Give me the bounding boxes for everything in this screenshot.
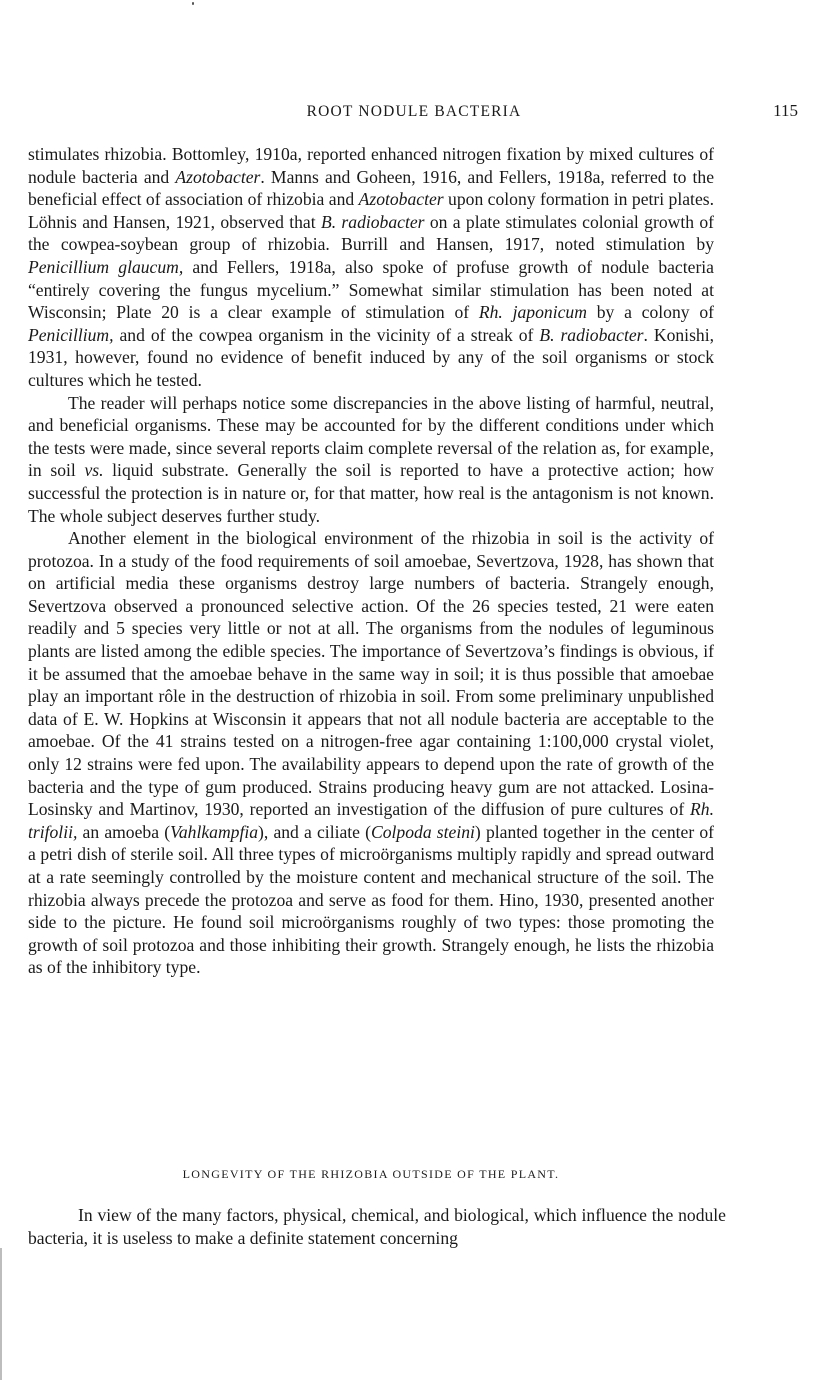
text-run: . Konishi, 1931, however, found no evidence of benefit induced by any of the soil organisms or stock cultures which he tested. xyxy=(28,324,714,390)
section-heading: LONGEVITY OF THE RHIZOBIA OUTSIDE OF THE PLANT. xyxy=(182,1167,560,1181)
section-paragraph: In view of the many factors, physical, chemical, and biological, which influence the nodule bacteria, it is useless to make a definite statement concerning xyxy=(28,1205,726,1248)
page-number: 115 xyxy=(773,101,798,120)
text-run: liquid substrate. Generally the soil is reported to have a protective action; how successful the protection is in nature or, for that matter, how real is the antagonism is not known. The whole subject deserves further study. xyxy=(28,460,714,526)
text-run: an amoeba ( xyxy=(77,821,171,842)
body-paragraph xyxy=(28,392,714,528)
italic-text: Vahlkampfia xyxy=(170,821,259,842)
italic-text: Azotobacter xyxy=(175,166,261,187)
body-text xyxy=(28,143,714,979)
italic-text: Rh. trifolii, xyxy=(28,799,714,842)
italic-text: Colpoda steini xyxy=(371,821,475,842)
scan-edge-mark xyxy=(0,1248,2,1380)
text-run: by a colony of xyxy=(586,302,714,323)
scan-speck xyxy=(192,2,194,5)
italic-text: Penicillium, xyxy=(28,324,114,345)
section-body xyxy=(28,1204,726,1249)
text-run: and of the cowpea organism in the vicinity of a streak of xyxy=(113,324,540,345)
body-paragraph xyxy=(28,143,714,392)
text-run: ) planted together in the center of a petri dish of sterile soil. All three types of microörganisms multiply rapidly and spread outward at a rate seemingly controlled by the moisture content and mechanical structure of the soil. The rhizobia always precede the protozoa and serve as food for them. Hino, 1930, presented another side to the picture. He found soil microörganisms roughly of two types: those promoting the growth of soil protozoa and those inhibiting their growth. Strangely enough, he lists the rhizobia as of the inhibitory type. xyxy=(28,821,715,978)
italic-text: Rh. japonicum xyxy=(478,302,587,323)
italic-text: Azotobacter xyxy=(358,189,444,210)
text-run: upon colony formation in petri plates. Löhnis and Hansen, 1921, observed that xyxy=(28,189,714,232)
running-title: ROOT NODULE BACTERIA xyxy=(306,103,522,120)
italic-text: B. radiobacter xyxy=(539,324,644,345)
text-run: ), and a ciliate ( xyxy=(258,821,372,842)
text-run: stimulates rhizobia. Bottomley, 1910a, reported enhanced nitrogen fixation by mixed cultures of nodule bacteria and xyxy=(28,144,714,187)
text-run: . Manns and Goheen, 1916, and Fellers, 1918a, referred to the beneficial effect of association of rhizobia and xyxy=(28,166,715,210)
italic-text: B. radiobacter xyxy=(320,211,425,232)
text-run: The reader will perhaps notice some discrepancies in the above listing of harmful, neutral, and beneficial organisms. These may be accounted for by the different conditions under which the tests were made, since several reports claim complete reversal of the relation as, for example, in soil xyxy=(28,392,714,481)
body-paragraph xyxy=(28,527,714,979)
italic-text: Penicillium glaucum, xyxy=(28,256,184,277)
text-run: and Fellers, 1918a, also spoke of profuse growth of nodule bacteria “entirely covering the fungus mycelium.” Somewhat similar stimulation has been noted at Wisconsin; Plate 20 is a clear example of stimulation of xyxy=(28,256,714,323)
running-header xyxy=(30,103,798,127)
text-run: Another element in the biological environment of the rhizobia in soil is the activity of protozoa. In a study of the food requirements of soil amoebae, Severtzova, 1928, has shown that on artificial media these organisms destroy large numbers of bacteria. Strangely enough, Severtzova observed a pronounced selective action. Of the 26 species tested, 21 were eaten readily and 5 species very little or not at all. The organisms from the nodules of leguminous plants are listed among the edible species. The importance of Severtzova’s findings is obvious, if it be assumed that the amoebae behave in the same way in soil; it is thus possible that amoebae play an important rôle in the destruction of rhizobia in soil. From some preliminary unpublished data of E. W. Hopkins at Wisconsin it appears that not all nodule bacteria are acceptable to the amoebae. Of the 41 strains tested on a nitrogen-free agar containing 1:100,000 crystal violet, only 12 strains were fed upon. The availability appears to depend upon the rate of growth of the bacteria and the type of gum produced. Strains producing heavy gum are not attacked. Losina-Losinsky and Martinov, 1930, reported an investigation of the diffusion of pure cultures of xyxy=(28,528,714,820)
text-run: on a plate stimulates colonial growth of the cowpea-soybean group of rhizobia. Burrill and Hansen, 1917, noted stimulation by xyxy=(28,211,714,255)
italic-text: vs. xyxy=(84,460,104,481)
